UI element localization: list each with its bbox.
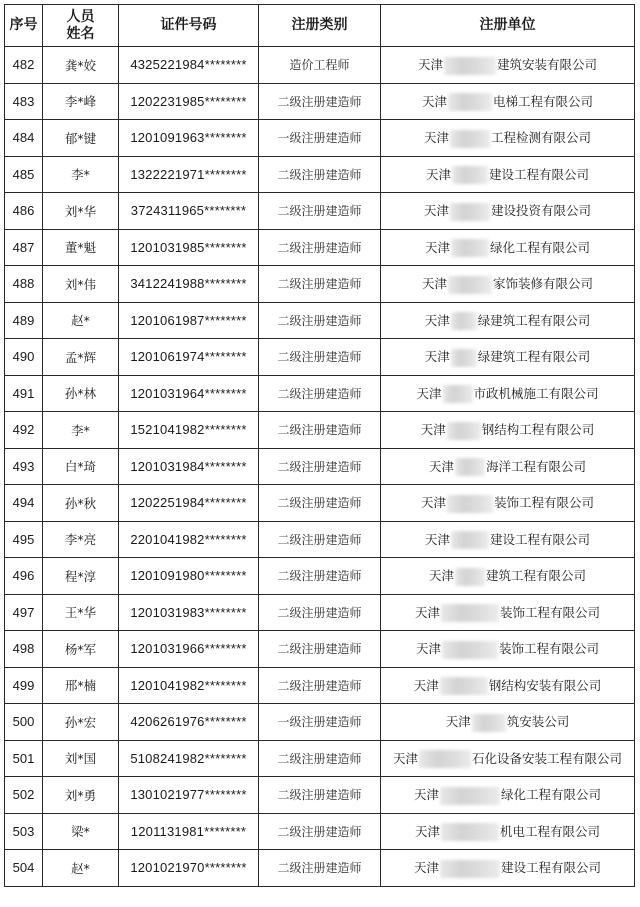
unit-prefix: 天津 bbox=[416, 385, 442, 401]
row-unit bbox=[381, 448, 635, 485]
row-name: 孙*宏 bbox=[43, 704, 119, 741]
row-category: 二级注册建造师 bbox=[259, 667, 381, 704]
table-row bbox=[5, 412, 635, 449]
row-name: 孟*辉 bbox=[43, 339, 119, 376]
registration-table bbox=[4, 4, 635, 887]
unit-suffix: 家饰装修有限公司 bbox=[493, 276, 594, 291]
row-id-number: 1201031984******** bbox=[119, 448, 259, 485]
row-category: 二级注册建造师 bbox=[259, 193, 381, 230]
row-category: 一级注册建造师 bbox=[259, 704, 381, 741]
row-id-number: 1301021977******** bbox=[119, 777, 259, 814]
row-category: 二级注册建造师 bbox=[259, 631, 381, 668]
redacted-blur bbox=[441, 604, 499, 622]
redacted-blur bbox=[452, 166, 488, 184]
row-id-number: 1202231985******** bbox=[119, 83, 259, 120]
unit-suffix: 电梯工程有限公司 bbox=[493, 93, 594, 109]
row-category: 二级注册建造师 bbox=[259, 412, 381, 449]
row-seq: 501 bbox=[5, 740, 43, 777]
redacted-blur bbox=[455, 458, 485, 476]
row-seq: 484 bbox=[5, 120, 43, 157]
table-row bbox=[5, 229, 635, 266]
row-unit bbox=[381, 302, 635, 339]
header-id: 证件号码 bbox=[119, 5, 259, 47]
unit-prefix: 天津 bbox=[417, 57, 443, 72]
unit-prefix: 天津 bbox=[420, 422, 446, 437]
redacted-blur bbox=[440, 787, 500, 805]
row-category: 二级注册建造师 bbox=[259, 156, 381, 193]
table-row bbox=[5, 266, 635, 303]
row-seq: 494 bbox=[5, 485, 43, 522]
row-name: 刘*国 bbox=[43, 740, 119, 777]
row-id-number: 1201091980******** bbox=[119, 558, 259, 595]
row-name: 邢*楠 bbox=[43, 667, 119, 704]
row-id-number: 1201031985******** bbox=[119, 229, 259, 266]
row-name: 刘*勇 bbox=[43, 777, 119, 814]
unit-prefix: 天津 bbox=[413, 860, 439, 875]
row-name: 董*魁 bbox=[43, 229, 119, 266]
redacted-blur bbox=[448, 93, 492, 111]
table-row bbox=[5, 704, 635, 741]
row-unit bbox=[381, 120, 635, 157]
unit-prefix: 天津 bbox=[415, 641, 441, 656]
row-seq: 490 bbox=[5, 339, 43, 376]
row-seq: 486 bbox=[5, 193, 43, 230]
redacted-blur bbox=[440, 677, 488, 695]
row-seq: 495 bbox=[5, 521, 43, 558]
row-seq: 493 bbox=[5, 448, 43, 485]
unit-prefix: 天津 bbox=[392, 750, 418, 766]
registration-table-sheet bbox=[4, 4, 634, 887]
redacted-blur bbox=[443, 385, 473, 403]
redacted-blur bbox=[450, 130, 490, 148]
row-id-number: 1201091963******** bbox=[119, 120, 259, 157]
redacted-blur bbox=[450, 203, 490, 221]
row-seq: 488 bbox=[5, 266, 43, 303]
unit-prefix: 天津 bbox=[428, 458, 454, 474]
unit-suffix: 建设投资有限公司 bbox=[491, 203, 592, 218]
row-id-number: 3412241988******** bbox=[119, 266, 259, 303]
row-category: 二级注册建造师 bbox=[259, 740, 381, 777]
unit-prefix: 天津 bbox=[423, 203, 449, 218]
row-category: 一级注册建造师 bbox=[259, 120, 381, 157]
row-category: 二级注册建造师 bbox=[259, 558, 381, 595]
unit-suffix: 装饰工程有限公司 bbox=[494, 495, 595, 510]
table-row bbox=[5, 558, 635, 595]
row-id-number: 5108241982******** bbox=[119, 740, 259, 777]
row-name: 李*亮 bbox=[43, 521, 119, 558]
redacted-blur bbox=[442, 641, 498, 659]
header-category: 注册类别 bbox=[259, 5, 381, 47]
unit-prefix: 天津 bbox=[421, 276, 447, 291]
row-unit bbox=[381, 47, 635, 84]
row-category: 二级注册建造师 bbox=[259, 375, 381, 412]
row-id-number: 1201061987******** bbox=[119, 302, 259, 339]
redacted-blur bbox=[451, 239, 489, 257]
unit-suffix: 绿建筑工程有限公司 bbox=[477, 312, 591, 328]
row-id-number: 1201021970******** bbox=[119, 850, 259, 887]
unit-suffix: 海洋工程有限公司 bbox=[486, 458, 587, 474]
row-unit bbox=[381, 704, 635, 741]
row-unit bbox=[381, 83, 635, 120]
unit-suffix: 钢结构安装有限公司 bbox=[488, 677, 602, 693]
unit-suffix: 绿建筑工程有限公司 bbox=[477, 349, 591, 364]
row-id-number: 1201061974******** bbox=[119, 339, 259, 376]
table-row bbox=[5, 83, 635, 120]
row-id-number: 4206261976******** bbox=[119, 704, 259, 741]
row-category: 二级注册建造师 bbox=[259, 594, 381, 631]
redacted-blur bbox=[455, 568, 485, 586]
row-unit bbox=[381, 631, 635, 668]
row-name: 李* bbox=[43, 412, 119, 449]
row-category: 二级注册建造师 bbox=[259, 229, 381, 266]
row-unit bbox=[381, 193, 635, 230]
unit-suffix: 建筑工程有限公司 bbox=[486, 568, 587, 583]
row-unit bbox=[381, 521, 635, 558]
unit-prefix: 天津 bbox=[424, 312, 450, 328]
unit-prefix: 天津 bbox=[424, 349, 450, 364]
table-row bbox=[5, 740, 635, 777]
row-category: 二级注册建造师 bbox=[259, 813, 381, 850]
row-unit bbox=[381, 558, 635, 595]
table-row bbox=[5, 47, 635, 84]
row-id-number: 1201041982******** bbox=[119, 667, 259, 704]
row-id-number: 1201031964******** bbox=[119, 375, 259, 412]
row-unit bbox=[381, 375, 635, 412]
table-row bbox=[5, 120, 635, 157]
row-unit bbox=[381, 229, 635, 266]
row-name: 孙*秋 bbox=[43, 485, 119, 522]
row-category: 二级注册建造师 bbox=[259, 850, 381, 887]
row-seq: 497 bbox=[5, 594, 43, 631]
row-category: 二级注册建造师 bbox=[259, 83, 381, 120]
unit-suffix: 工程检测有限公司 bbox=[491, 130, 592, 145]
row-seq: 483 bbox=[5, 83, 43, 120]
redacted-blur bbox=[441, 823, 499, 841]
table-row bbox=[5, 448, 635, 485]
header-name-line1: 人员 bbox=[66, 8, 95, 25]
unit-prefix: 天津 bbox=[414, 604, 440, 620]
row-name: 孙*林 bbox=[43, 375, 119, 412]
redacted-blur bbox=[447, 495, 493, 513]
row-name: 李*峰 bbox=[43, 83, 119, 120]
table-row bbox=[5, 594, 635, 631]
row-category: 二级注册建造师 bbox=[259, 777, 381, 814]
row-id-number: 1521041982******** bbox=[119, 412, 259, 449]
row-unit bbox=[381, 485, 635, 522]
row-category: 二级注册建造师 bbox=[259, 448, 381, 485]
redacted-blur bbox=[440, 860, 500, 878]
row-name: 刘*伟 bbox=[43, 266, 119, 303]
row-name: 李* bbox=[43, 156, 119, 193]
row-unit bbox=[381, 667, 635, 704]
row-unit bbox=[381, 266, 635, 303]
row-id-number: 1201031966******** bbox=[119, 631, 259, 668]
unit-suffix: 钢结构工程有限公司 bbox=[481, 422, 595, 437]
unit-suffix: 筑安装公司 bbox=[506, 714, 570, 729]
row-seq: 498 bbox=[5, 631, 43, 668]
row-name: 杨*军 bbox=[43, 631, 119, 668]
unit-suffix: 建设工程有限公司 bbox=[489, 166, 590, 182]
row-category: 造价工程师 bbox=[259, 47, 381, 84]
row-id-number: 4325221984******** bbox=[119, 47, 259, 84]
row-unit bbox=[381, 777, 635, 814]
row-name: 梁* bbox=[43, 813, 119, 850]
table-row bbox=[5, 631, 635, 668]
unit-prefix: 天津 bbox=[414, 823, 440, 839]
row-unit bbox=[381, 594, 635, 631]
row-name: 刘*华 bbox=[43, 193, 119, 230]
unit-prefix: 天津 bbox=[413, 677, 439, 693]
row-unit bbox=[381, 740, 635, 777]
header-unit: 注册单位 bbox=[381, 5, 635, 47]
row-unit bbox=[381, 813, 635, 850]
redacted-blur bbox=[448, 276, 492, 294]
row-name: 程*淳 bbox=[43, 558, 119, 595]
redacted-blur bbox=[419, 750, 471, 768]
table-row bbox=[5, 777, 635, 814]
table-row bbox=[5, 521, 635, 558]
row-seq: 482 bbox=[5, 47, 43, 84]
unit-prefix: 天津 bbox=[428, 568, 454, 583]
header-name bbox=[43, 5, 119, 47]
row-id-number: 1201131981******** bbox=[119, 813, 259, 850]
row-id-number: 1201031983******** bbox=[119, 594, 259, 631]
unit-prefix: 天津 bbox=[423, 130, 449, 145]
unit-suffix: 装饰工程有限公司 bbox=[500, 604, 601, 620]
row-name: 赵* bbox=[43, 302, 119, 339]
redacted-blur bbox=[447, 422, 481, 440]
row-category: 二级注册建造师 bbox=[259, 485, 381, 522]
table-row bbox=[5, 302, 635, 339]
unit-suffix: 机电工程有限公司 bbox=[500, 823, 601, 839]
row-category: 二级注册建造师 bbox=[259, 302, 381, 339]
row-seq: 491 bbox=[5, 375, 43, 412]
table-row bbox=[5, 375, 635, 412]
unit-suffix: 建设工程有限公司 bbox=[490, 531, 591, 547]
table-row bbox=[5, 813, 635, 850]
row-seq: 489 bbox=[5, 302, 43, 339]
row-seq: 500 bbox=[5, 704, 43, 741]
unit-prefix: 天津 bbox=[420, 495, 446, 510]
row-seq: 485 bbox=[5, 156, 43, 193]
unit-suffix: 市政机械施工有限公司 bbox=[473, 385, 599, 401]
row-id-number: 2201041982******** bbox=[119, 521, 259, 558]
row-category: 二级注册建造师 bbox=[259, 266, 381, 303]
unit-suffix: 绿化工程有限公司 bbox=[490, 239, 591, 255]
redacted-blur bbox=[472, 714, 506, 732]
unit-suffix: 建筑安装有限公司 bbox=[497, 57, 598, 72]
row-id-number: 1322221971******** bbox=[119, 156, 259, 193]
row-id-number: 3724311965******** bbox=[119, 193, 259, 230]
unit-prefix: 天津 bbox=[424, 531, 450, 547]
header-seq: 序号 bbox=[5, 5, 43, 47]
row-name: 郁*键 bbox=[43, 120, 119, 157]
row-seq: 503 bbox=[5, 813, 43, 850]
row-name: 赵* bbox=[43, 850, 119, 887]
row-unit bbox=[381, 412, 635, 449]
unit-prefix: 天津 bbox=[445, 714, 471, 729]
table-row bbox=[5, 339, 635, 376]
row-seq: 504 bbox=[5, 850, 43, 887]
redacted-blur bbox=[444, 57, 496, 75]
row-name: 白*琦 bbox=[43, 448, 119, 485]
table-row bbox=[5, 193, 635, 230]
unit-prefix: 天津 bbox=[421, 93, 447, 109]
row-seq: 496 bbox=[5, 558, 43, 595]
redacted-blur bbox=[451, 312, 477, 330]
unit-prefix: 天津 bbox=[413, 787, 439, 802]
unit-suffix: 装饰工程有限公司 bbox=[499, 641, 600, 656]
row-seq: 499 bbox=[5, 667, 43, 704]
unit-prefix: 天津 bbox=[425, 166, 451, 182]
table-row bbox=[5, 850, 635, 887]
row-unit bbox=[381, 156, 635, 193]
row-seq: 502 bbox=[5, 777, 43, 814]
unit-suffix: 绿化工程有限公司 bbox=[501, 787, 602, 802]
unit-suffix: 建设工程有限公司 bbox=[501, 860, 602, 875]
redacted-blur bbox=[451, 349, 477, 367]
redacted-blur bbox=[451, 531, 489, 549]
row-category: 二级注册建造师 bbox=[259, 339, 381, 376]
header-name-line2: 姓名 bbox=[66, 25, 95, 42]
row-unit bbox=[381, 339, 635, 376]
table-body bbox=[5, 47, 635, 887]
unit-suffix: 石化设备安装工程有限公司 bbox=[472, 750, 623, 766]
table-header-row bbox=[5, 5, 635, 47]
row-id-number: 1202251984******** bbox=[119, 485, 259, 522]
row-name: 龚*姣 bbox=[43, 47, 119, 84]
row-seq: 492 bbox=[5, 412, 43, 449]
table-row bbox=[5, 667, 635, 704]
row-category: 二级注册建造师 bbox=[259, 521, 381, 558]
row-name: 王*华 bbox=[43, 594, 119, 631]
unit-prefix: 天津 bbox=[424, 239, 450, 255]
row-unit bbox=[381, 850, 635, 887]
table-row bbox=[5, 485, 635, 522]
row-seq: 487 bbox=[5, 229, 43, 266]
table-row bbox=[5, 156, 635, 193]
